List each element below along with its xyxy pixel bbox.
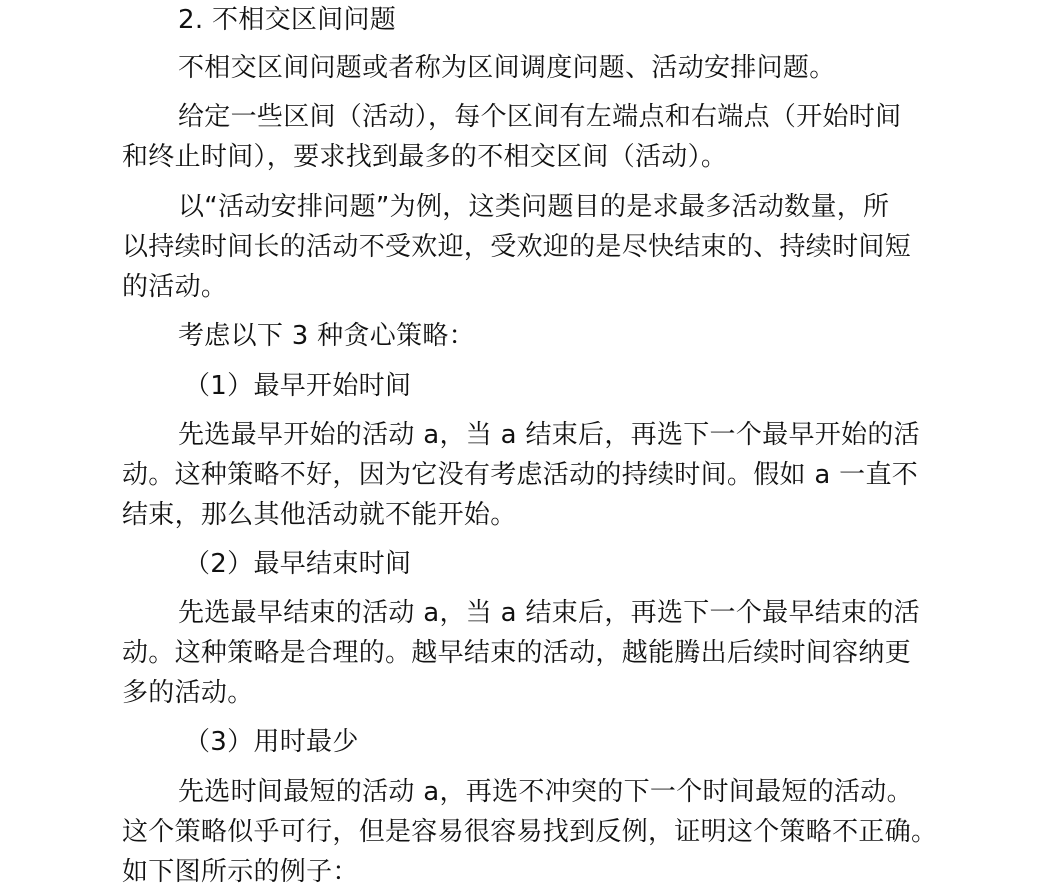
paragraph-line: 动。这种策略不好，因为它没有考虑活动的持续时间。假如 a 一直不 (122, 460, 919, 490)
strategy-title-3 (122, 722, 1016, 762)
strategy-title-2 (122, 544, 1016, 584)
paragraph-line: 先选最早开始的活动 a，当 a 结束后，再选下一个最早开始的活 (178, 420, 920, 450)
paragraph-strategies-intro (122, 316, 1010, 356)
strategy-body-3 (122, 772, 954, 892)
paragraph-line: 这个策略似乎可行，但是容易很容易找到反例，证明这个策略不正确。 (122, 817, 938, 847)
paragraph-line: 动。这种策略是合理的。越早结束的活动，越能腾出后续时间容纳更 (122, 638, 912, 668)
paragraph-line: 和终止时间），要求找到最多的不相交区间（活动）。 (122, 142, 728, 172)
paragraph-line: 给定一些区间（活动），每个区间有左端点和右端点（开始时间 (178, 102, 902, 132)
paragraph-line: 多的活动。 (122, 678, 254, 708)
paragraph-example (122, 187, 954, 307)
strategy-body-2 (122, 593, 954, 713)
paragraph-line: 考虑以下 3 种贪心策略： (178, 321, 475, 351)
strategy-title-text: （3）用时最少 (184, 727, 359, 757)
paragraph-line: 不相交区间问题或者称为区间调度问题、活动安排问题。 (178, 53, 836, 83)
section-heading-text: 2. 不相交区间问题 (178, 5, 397, 35)
paragraph-line: 以持续时间长的活动不受欢迎，受欢迎的是尽快结束的、持续时间短 (122, 232, 912, 262)
paragraph-intro (122, 48, 1010, 88)
strategy-title-text: （2）最早结束时间 (184, 549, 412, 579)
strategy-title-text: （1）最早开始时间 (184, 371, 412, 401)
paragraph-line: 结束，那么其他活动就不能开始。 (122, 500, 517, 530)
paragraph-line: 先选时间最短的活动 a，再选不冲突的下一个时间最短的活动。 (178, 777, 913, 807)
paragraph-line: 的活动。 (122, 272, 228, 302)
paragraph-line: 如下图所示的例子： (122, 857, 359, 887)
paragraph-line: 先选最早结束的活动 a，当 a 结束后，再选下一个最早结束的活 (178, 598, 920, 628)
section-heading (122, 0, 1010, 40)
strategy-body-1 (122, 415, 954, 535)
paragraph-line: 以“活动安排问题”为例，这类问题目的是求最多活动数量，所 (178, 192, 890, 222)
strategy-title-1 (122, 366, 1016, 406)
paragraph-definition (122, 97, 954, 177)
